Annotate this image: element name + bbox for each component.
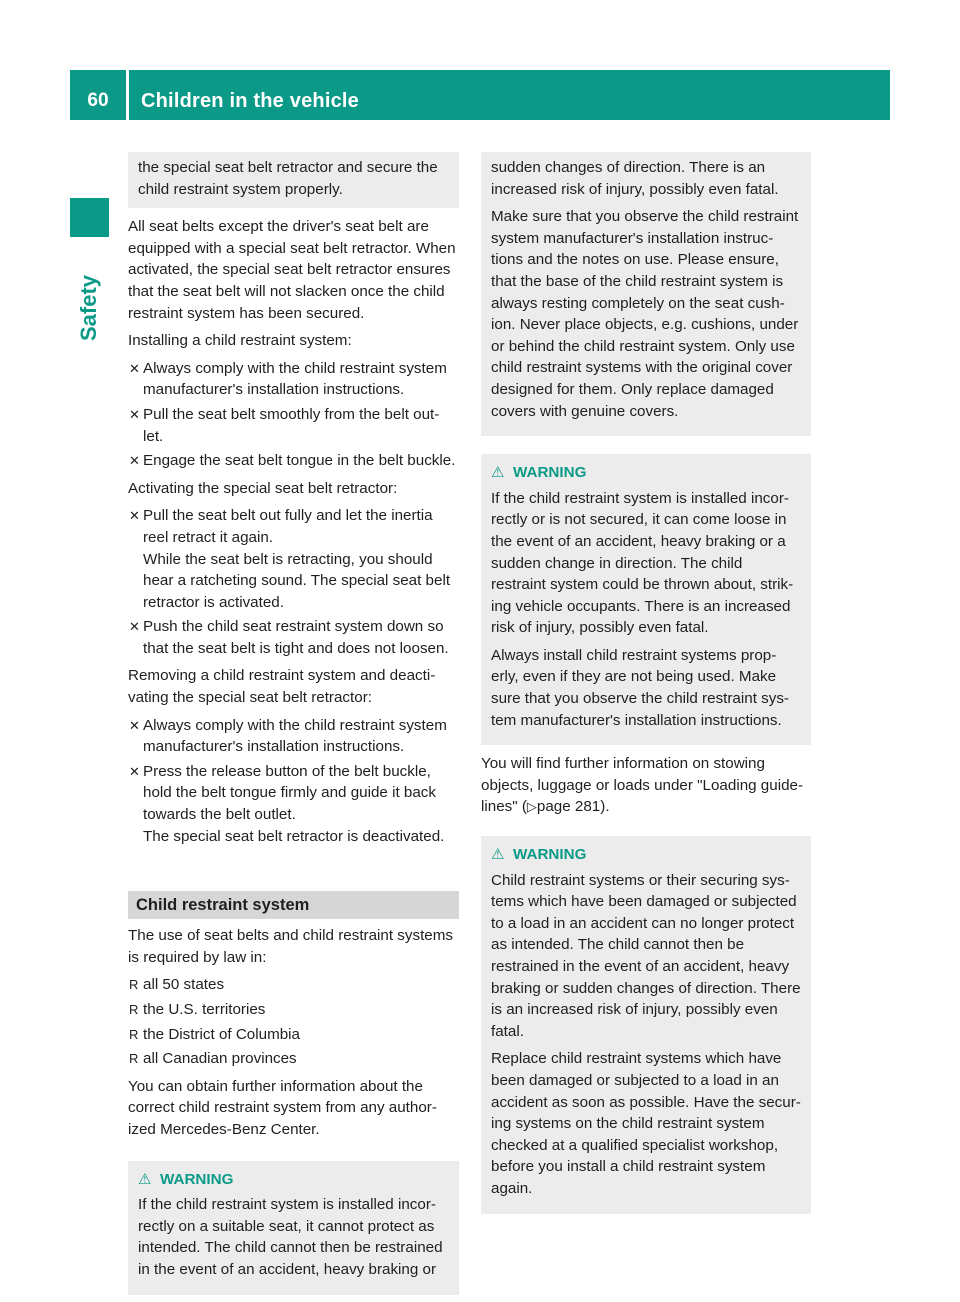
warning-box	[481, 454, 811, 745]
page-number: 60	[87, 90, 109, 111]
list-item	[128, 616, 459, 659]
list-item	[128, 715, 459, 758]
step-text: Always comply with the child restraint system manufacturer's installation instructions.	[143, 359, 447, 399]
activating-steps	[128, 505, 459, 659]
list-item	[128, 761, 459, 847]
step-text: Pull the seat belt out fully and let the inertia reel retract it again.	[143, 507, 433, 546]
bullet-icon: R	[129, 977, 139, 993]
step-arrow-icon: ✕	[129, 763, 140, 779]
jurisdiction-text: all 50 states	[143, 976, 225, 994]
step-arrow-icon: ✕	[129, 508, 140, 524]
step-arrow-icon: ✕	[129, 360, 140, 376]
warning-label: WARNING	[513, 846, 587, 864]
step-text: Press the release button of the belt buckle, hold the belt tongue firmly and guide it back towards the belt outlet.	[143, 762, 436, 824]
warning-triangle-icon: ⚠	[138, 1170, 152, 1188]
bullet-icon: R	[129, 1026, 139, 1042]
page-title: Children in the vehicle	[141, 90, 359, 112]
step-arrow-icon: ✕	[129, 619, 140, 635]
stowing-text: You will find further information on stowing objects, luggage or loads under "Loading guide-lines" (	[481, 755, 804, 816]
stowing-paragraph	[481, 753, 811, 818]
warning-triangle-icon: ⚠	[491, 464, 505, 482]
warning-text: Replace child restraint systems which have been damaged or subjected to a load in an accident as soon as possible. Have the secur-ing systems on the child restraint system checked at a qualified specialist workshop, before you install a child restraint system again.	[491, 1050, 801, 1197]
jurisdiction-text: the U.S. territories	[143, 1001, 266, 1018]
page-reference-icon: ▷	[526, 799, 537, 815]
warning-box	[481, 836, 811, 1214]
step-text: Always comply with the child restraint system manufacturer's installation instructions.	[143, 716, 447, 756]
stowing-text-end: ).	[600, 798, 610, 816]
warning-text: Child restraint systems or their securing sys-tems which have been damaged or subjected to a load in an accident can no longer protect as intended. The child cannot then be restrained in the event of an accident, heavy braking or sudden changes of direction. There is an increased risk of injury, possibly even fatal.	[491, 871, 801, 1040]
list-item	[128, 450, 459, 472]
installing-heading: Installing a child restraint system:	[128, 332, 352, 350]
law-paragraph: The use of seat belts and child restraint systems is required by law in:	[128, 927, 453, 966]
retractor-paragraph: All seat belts except the driver's seat belt are equipped with a special seat belt retractor. When activated, the special seat belt retractor ensures that the seat belt will not slacken once the child restraint system has been secured.	[128, 218, 456, 322]
warning-heading	[491, 844, 801, 866]
continued-warning-box	[481, 152, 811, 436]
warning-continued-text: sudden changes of direction. There is an increased risk of injury, possibly even fatal.	[491, 159, 779, 198]
step-arrow-icon: ✕	[129, 453, 140, 469]
jurisdiction-text: all Canadian provinces	[143, 1050, 297, 1068]
step-text: Push the child seat restraint system down so that the seat belt is tight and does not loosen.	[143, 618, 449, 657]
jurisdiction-text: the District of Columbia	[143, 1025, 300, 1043]
list-item	[128, 999, 459, 1021]
step-arrow-icon: ✕	[129, 717, 140, 733]
bullet-icon: R	[129, 1002, 139, 1017]
warning-continued-text: Make sure that you observe the child restraint system manufacturer's installation instruc-tions and the notes on use. Please ensure, that the base of the child restraint system is always resting completely on the seat cush-ion. Never place objects, e.g. cushions, under or behind the child restraint system. Only use child restraint systems with the original cover designed for them. Only replace damaged covers with genuine covers.	[491, 208, 799, 420]
warning-heading	[491, 462, 801, 484]
continued-warning-text: the special seat belt retractor and secure the child restraint system properly.	[138, 159, 438, 198]
warning-text: If the child restraint system is installed incor-rectly on a suitable seat, it cannot protect as intended. The child cannot then be restrained in the event of an accident, heavy braking or	[138, 1196, 443, 1278]
warning-triangle-icon: ⚠	[491, 846, 505, 864]
warning-box	[128, 1161, 459, 1295]
jurisdiction-list	[128, 974, 459, 1069]
warning-heading	[138, 1169, 449, 1191]
warning-text: If the child restraint system is installed incor-rectly or is not secured, it can come loose in the event of an accident, heavy braking or a sudden change in direction. The child restraint system could be thrown about, strik-ing vehicle occupants. There is an increased risk of injury, possibly even fatal.	[491, 489, 794, 637]
list-item	[128, 505, 459, 613]
list-item	[128, 358, 459, 401]
header-divider	[126, 70, 129, 120]
removing-heading: Removing a child restraint system and deacti-vating the special seat belt retractor:	[128, 667, 436, 707]
further-info-paragraph: You can obtain further information about the correct child restraint system from any author-ized Mercedes-Benz Center.	[128, 1077, 437, 1138]
removing-steps	[128, 715, 459, 848]
step-text: Pull the seat belt smoothly from the belt out-let.	[143, 405, 440, 445]
step-result-text: While the seat belt is retracting, you should hear a ratcheting sound. The special seat belt retractor is activated.	[143, 550, 451, 611]
list-item	[128, 974, 459, 996]
bullet-icon: R	[129, 1051, 139, 1067]
installing-steps	[128, 358, 459, 472]
activating-heading: Activating the special seat belt retractor:	[128, 479, 398, 497]
section-heading: Child restraint system	[128, 891, 459, 919]
section-marker	[70, 198, 109, 237]
step-result-text: The special seat belt retractor is deactivated.	[143, 827, 445, 845]
step-text: Engage the seat belt tongue in the belt buckle.	[143, 452, 456, 470]
warning-label: WARNING	[160, 1170, 234, 1188]
left-column	[128, 152, 459, 1295]
list-item	[128, 404, 459, 447]
step-arrow-icon: ✕	[129, 406, 140, 422]
warning-text: Always install child restraint systems prop-erly, even if they are not being used. Make sure that you observe the child restraint sys-tem manufacturer's installation instructions.	[491, 646, 789, 729]
section-side-label: Safety	[76, 274, 102, 342]
list-item	[128, 1024, 459, 1046]
right-column	[481, 152, 811, 1214]
warning-label: WARNING	[513, 464, 587, 482]
list-item	[128, 1048, 459, 1070]
page-reference-link[interactable]: page 281	[536, 798, 601, 816]
continued-warning-box	[128, 152, 459, 208]
